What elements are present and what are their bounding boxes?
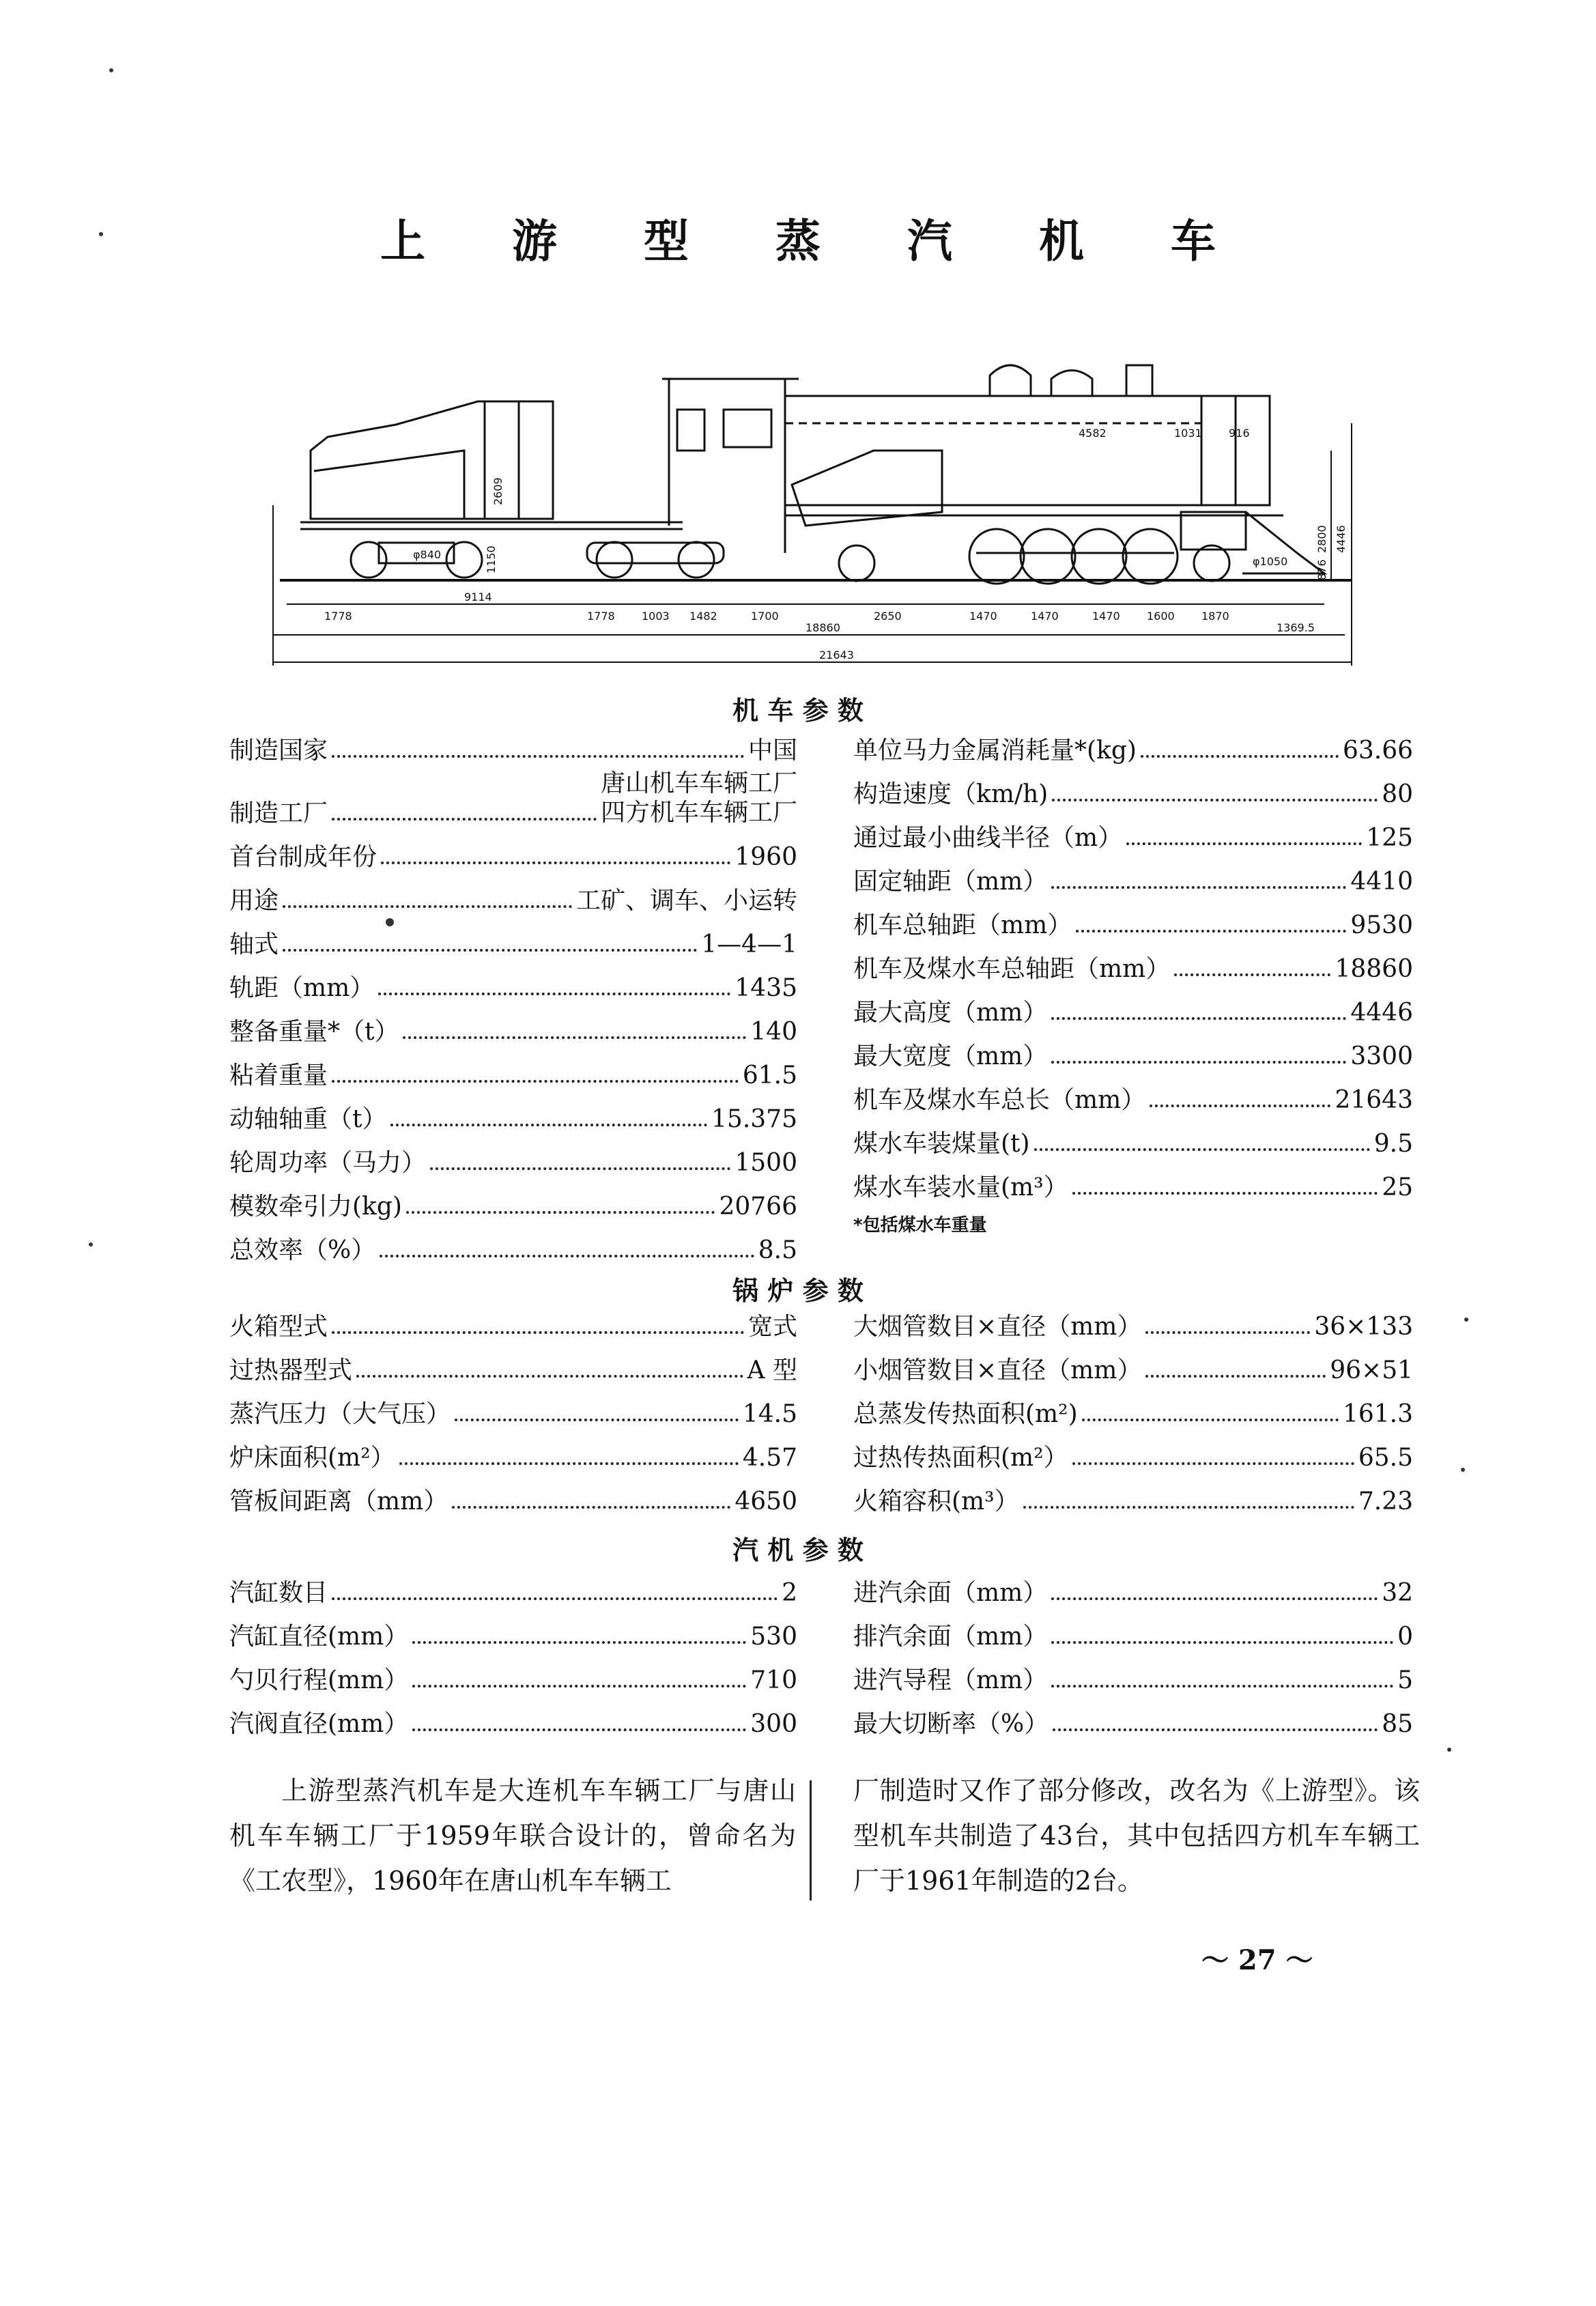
param-value: A 型 <box>747 1356 797 1384</box>
param-value: 300 <box>750 1709 797 1738</box>
description-left: 上游型蒸汽机车是大连机车车辆工厂与唐山机车车辆工厂于1959年联合设计的，曾命名为《工农型》，1960年在唐山机车车辆工 <box>229 1776 796 1896</box>
dim-overall: 21643 <box>819 649 854 661</box>
locomotive-right-list <box>853 721 1413 1236</box>
dim-h-max: 4446 <box>1335 525 1348 553</box>
param-value: 4410 <box>1350 867 1413 896</box>
param-value: 710 <box>750 1666 797 1694</box>
param-value: 8.5 <box>758 1236 797 1264</box>
param-value: 4.57 <box>742 1443 797 1472</box>
param-value: 65.5 <box>1358 1443 1413 1472</box>
param-value: 80 <box>1382 780 1413 808</box>
dim-tender-len: 1778 <box>324 610 352 623</box>
param-value: 15.375 <box>711 1105 797 1133</box>
dim-top1: 4582 <box>1079 427 1107 440</box>
dim-d3: 1700 <box>751 610 779 623</box>
param-row <box>229 1297 797 1341</box>
param-key: 动轴轴重（t） <box>229 1105 387 1133</box>
param-key: 勺贝行程(mm） <box>229 1666 409 1694</box>
description-right: 厂制造时又作了部分修改，改名为《上游型》。该型机车共制造了43台，其中包括四方机车车辆工厂于1961年制造的2台。 <box>853 1776 1420 1896</box>
boiler-left-list <box>229 1297 797 1515</box>
page-title: 上 游 型 蒸 汽 机 车 <box>380 215 1251 268</box>
param-row <box>853 808 1413 852</box>
dim-d8: 1600 <box>1147 610 1175 623</box>
param-row <box>229 765 797 827</box>
param-value: 中国 <box>747 736 797 765</box>
param-key: 总蒸发传热面积(m²) <box>853 1399 1078 1428</box>
param-value: 0 <box>1397 1622 1413 1651</box>
param-key: 最大高度（mm） <box>853 998 1048 1027</box>
param-row <box>853 1027 1413 1070</box>
locomotive-left-list <box>229 721 797 1264</box>
dim-wheelbase: 18860 <box>806 621 840 634</box>
param-value: 125 <box>1366 823 1413 852</box>
dim-front-overhang: 1369.5 <box>1277 621 1315 634</box>
param-row <box>853 1607 1413 1651</box>
dim-d6: 1470 <box>1031 610 1059 623</box>
param-value: 18860 <box>1335 954 1413 983</box>
dim-top2: 1031 <box>1174 427 1202 440</box>
param-key: 轨距（mm） <box>229 973 375 1002</box>
param-row <box>229 1090 797 1133</box>
scan-speck <box>1461 1468 1465 1472</box>
scan-speck <box>99 232 103 236</box>
param-row <box>853 852 1413 896</box>
param-row <box>229 1133 797 1177</box>
param-value: 36×133 <box>1314 1312 1413 1341</box>
param-key: 用途 <box>229 886 279 915</box>
param-row <box>229 1221 797 1264</box>
param-value: 14.5 <box>742 1399 797 1428</box>
param-key: 首台制成年份 <box>229 842 377 871</box>
param-row <box>229 915 797 958</box>
param-row <box>853 1384 1413 1428</box>
engine-left-list <box>229 1563 797 1738</box>
param-row <box>853 1651 1413 1694</box>
param-key: 轮周功率（马力） <box>229 1148 427 1177</box>
param-key: 通过最小曲线半径（m） <box>853 823 1123 852</box>
locomotive-drawing <box>259 348 1365 676</box>
dim-d1: 1003 <box>642 610 670 623</box>
scan-speck <box>1447 1748 1451 1752</box>
param-row <box>853 939 1413 983</box>
dim-d4: 2650 <box>874 610 902 623</box>
dim-h-boiler: 2800 <box>1315 525 1328 553</box>
param-row <box>853 1428 1413 1472</box>
param-row <box>853 765 1413 808</box>
param-key: 最大切断率（%） <box>853 1709 1049 1738</box>
param-value: 1—4—1 <box>701 930 797 958</box>
param-value: 85 <box>1382 1709 1413 1738</box>
param-key: 固定轴距（mm） <box>853 867 1048 896</box>
param-value: 1500 <box>735 1148 797 1177</box>
param-key: 单位马力金属消耗量*(kg) <box>853 736 1137 765</box>
param-value: 20766 <box>719 1192 797 1221</box>
dim-wheel2: φ1050 <box>1253 555 1288 568</box>
param-key: 过热传热面积(m²） <box>853 1443 1068 1472</box>
param-value: 9530 <box>1350 911 1413 939</box>
param-key: 过热器型式 <box>229 1356 353 1384</box>
param-key: 管板间距离（mm） <box>229 1487 448 1515</box>
param-row <box>853 983 1413 1027</box>
param-value: 2 <box>782 1578 797 1607</box>
param-value: 4446 <box>1350 998 1413 1027</box>
param-row <box>229 1472 797 1515</box>
dim-d5: 1470 <box>969 610 997 623</box>
param-row <box>853 896 1413 939</box>
param-row <box>853 1070 1413 1114</box>
param-row <box>229 958 797 1002</box>
param-value: 宽式 <box>747 1312 797 1341</box>
param-value: 61.5 <box>742 1061 797 1090</box>
param-row <box>229 1384 797 1428</box>
param-row <box>853 1694 1413 1738</box>
param-value: 唐山机车车辆工厂 四方机车车辆工厂 <box>600 769 797 827</box>
param-value: 96×51 <box>1330 1356 1413 1384</box>
dim-h-tender: 2609 <box>491 477 504 505</box>
param-key: 制造工厂 <box>229 799 328 827</box>
param-value: 32 <box>1382 1578 1413 1607</box>
section-engine: 汽 机 参 数 <box>732 1535 864 1565</box>
param-key: 煤水车装水量(m³） <box>853 1173 1068 1201</box>
param-row <box>229 1002 797 1046</box>
param-value: 161.3 <box>1342 1399 1413 1428</box>
param-key: 粘着重量 <box>229 1061 328 1090</box>
param-row <box>229 1046 797 1090</box>
scan-speck <box>109 68 113 72</box>
param-key: 汽缸数目 <box>229 1578 328 1607</box>
param-row <box>229 1563 797 1607</box>
dim-d2: 1482 <box>689 610 717 623</box>
param-value: 7.23 <box>1358 1487 1413 1515</box>
param-row <box>853 1114 1413 1158</box>
scan-speck <box>89 1242 93 1247</box>
param-value: 3300 <box>1350 1042 1413 1070</box>
dim-wheel1: φ840 <box>413 548 442 561</box>
param-key: 火箱型式 <box>229 1312 328 1341</box>
param-value: 21643 <box>1335 1085 1413 1114</box>
param-row <box>853 721 1413 765</box>
boiler-right-list <box>853 1297 1413 1515</box>
scan-speck <box>1464 1318 1468 1322</box>
dim-h-buffer: 876 <box>1315 559 1328 580</box>
param-value: 140 <box>750 1017 797 1046</box>
param-row <box>229 1177 797 1221</box>
param-key: 模数牵引力(kg) <box>229 1192 402 1221</box>
param-row <box>853 1472 1413 1515</box>
section-boiler: 锅 炉 参 数 <box>732 1276 864 1306</box>
param-row <box>229 721 797 765</box>
param-row <box>229 1694 797 1738</box>
dim-h-axle: 1150 <box>485 545 498 573</box>
param-key: 炉床面积(m²） <box>229 1443 395 1472</box>
param-row <box>853 1158 1413 1201</box>
param-key: 构造速度（km/h) <box>853 780 1049 808</box>
param-key: 汽缸直径(mm） <box>229 1622 409 1651</box>
dim-top3: 916 <box>1229 427 1250 440</box>
param-row <box>853 1341 1413 1384</box>
param-row <box>853 1297 1413 1341</box>
param-key: 机车及煤水车总轴距（mm） <box>853 954 1171 983</box>
dim-d7: 1470 <box>1092 610 1120 623</box>
param-value: 9.5 <box>1373 1129 1413 1158</box>
param-value: 1960 <box>735 842 797 871</box>
param-key: 机车及煤水车总长（mm） <box>853 1085 1146 1114</box>
param-key: 火箱容积(m³） <box>853 1487 1019 1515</box>
param-key: 制造国家 <box>229 736 328 765</box>
param-value: 5 <box>1397 1666 1413 1694</box>
weight-footnote: *包括煤水车重量 <box>853 1215 987 1236</box>
dim-d9: 1870 <box>1201 610 1229 623</box>
param-row <box>229 827 797 871</box>
param-key: 最大宽度（mm） <box>853 1042 1048 1070</box>
param-key: 排汽余面（mm） <box>853 1622 1048 1651</box>
param-row <box>229 1607 797 1651</box>
param-key: 煤水车装煤量(t) <box>853 1129 1030 1158</box>
param-key: 进汽导程（mm） <box>853 1666 1048 1694</box>
param-key: 汽阀直径(mm） <box>229 1709 409 1738</box>
page-number: ～ 27 ～ <box>1201 1944 1313 1976</box>
section-locomotive: 机 车 参 数 <box>732 696 864 726</box>
param-row <box>229 871 797 915</box>
param-key: 大烟管数目×直径（mm） <box>853 1312 1142 1341</box>
scan-speck <box>386 918 394 926</box>
param-value: 1435 <box>735 973 797 1002</box>
param-key: 蒸汽压力（大气压） <box>229 1399 451 1428</box>
param-key: 小烟管数目×直径（mm） <box>853 1356 1142 1384</box>
param-row <box>229 1341 797 1384</box>
param-key: 机车总轴距（mm） <box>853 911 1072 939</box>
param-key: 进汽余面（mm） <box>853 1578 1048 1607</box>
param-value: 4650 <box>735 1487 797 1515</box>
param-key: 轴式 <box>229 930 279 958</box>
dim-tender-half: 1778 <box>587 610 615 623</box>
param-key: 整备重量*（t） <box>229 1017 399 1046</box>
dim-tender-wb: 9114 <box>464 590 492 603</box>
param-key: 总效率（%） <box>229 1236 376 1264</box>
param-row <box>853 1563 1413 1607</box>
param-value: 530 <box>750 1622 797 1651</box>
param-value: 25 <box>1382 1173 1413 1201</box>
param-value: 工矿、调车、小运转 <box>575 886 797 915</box>
param-row <box>229 1651 797 1694</box>
engine-right-list <box>853 1563 1413 1738</box>
param-value: 63.66 <box>1342 736 1413 765</box>
column-divider <box>810 1780 812 1901</box>
param-row <box>229 1428 797 1472</box>
